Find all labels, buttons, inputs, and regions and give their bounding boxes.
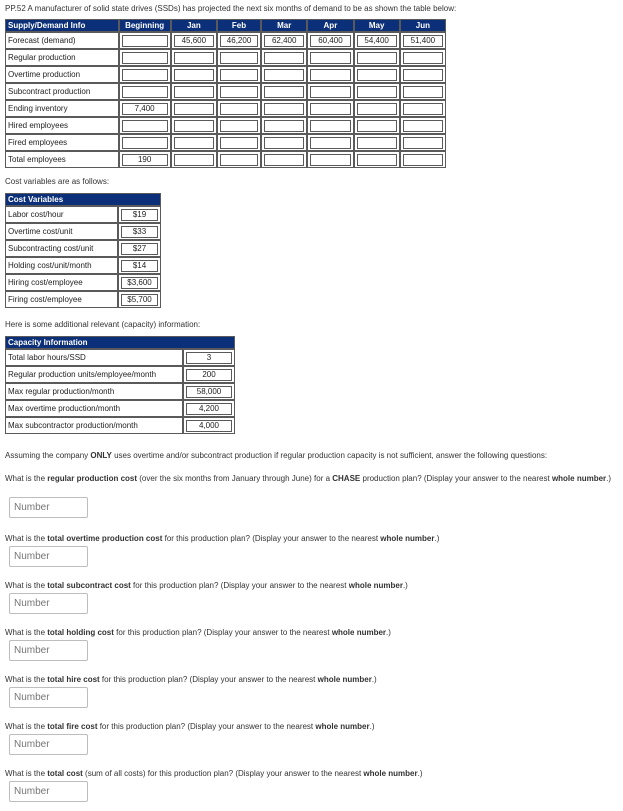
capacity-header: Capacity Information bbox=[5, 336, 235, 349]
table-cell[interactable] bbox=[220, 137, 258, 149]
table-cell[interactable] bbox=[122, 86, 168, 98]
table-cell: 45,600 bbox=[174, 35, 214, 47]
table-cell[interactable] bbox=[357, 120, 397, 132]
supply-header-row bbox=[5, 19, 446, 32]
assumption-text: Assuming the company ONLY uses overtime and/or subcontract production if regular production capacity is not sufficient, answer the following questions: bbox=[5, 451, 548, 460]
table-cell[interactable] bbox=[264, 154, 304, 166]
table-cell[interactable] bbox=[264, 69, 304, 81]
row-label: Subcontracting cost/unit bbox=[5, 240, 118, 257]
question-text: What is the regular production cost (over the six months from January through June) for a CHASE production plan? (Display your answer to the nearest whole number.) bbox=[5, 474, 612, 483]
question-text: What is the total subcontract cost for this production plan? (Display your answer to the nearest whole number.) bbox=[5, 581, 408, 590]
table-row bbox=[5, 151, 446, 168]
cost-intro: Cost variables are as follows: bbox=[5, 177, 110, 186]
table-cell[interactable] bbox=[220, 120, 258, 132]
table-row bbox=[5, 66, 446, 83]
table-cell[interactable] bbox=[174, 52, 214, 64]
row-label: Subcontract production bbox=[5, 83, 119, 100]
question-text: What is the total overtime production cost for this production plan? (Display your answer to the nearest whole number.) bbox=[5, 534, 440, 543]
table-cell[interactable] bbox=[403, 120, 443, 132]
table-cell[interactable] bbox=[310, 86, 350, 98]
table-row bbox=[5, 83, 446, 100]
table-cell[interactable] bbox=[174, 120, 214, 132]
row-label: Hired employees bbox=[5, 117, 119, 134]
table-cell: 190 bbox=[122, 154, 168, 166]
question-text: What is the total cost (sum of all costs) for this production plan? (Display your answer to the nearest whole number.) bbox=[5, 769, 423, 778]
supply-demand-table bbox=[5, 19, 446, 168]
table-row bbox=[5, 100, 446, 117]
table-cell[interactable] bbox=[357, 154, 397, 166]
row-label: Regular production bbox=[5, 49, 119, 66]
table-cell[interactable] bbox=[174, 69, 214, 81]
table-cell[interactable] bbox=[220, 103, 258, 115]
row-label: Overtime production bbox=[5, 66, 119, 83]
col-header: Mar bbox=[261, 19, 307, 32]
row-label: Max subcontractor production/month bbox=[5, 417, 183, 434]
col-header: Apr bbox=[307, 19, 353, 32]
value-cell: 3 bbox=[186, 352, 232, 364]
table-row bbox=[5, 349, 235, 366]
table-row bbox=[5, 134, 446, 151]
answer-input[interactable] bbox=[9, 734, 88, 755]
table-cell[interactable] bbox=[174, 103, 214, 115]
row-label: Max overtime production/month bbox=[5, 400, 183, 417]
table-row bbox=[5, 32, 446, 49]
table-cell[interactable] bbox=[403, 137, 443, 149]
answer-input[interactable] bbox=[9, 781, 88, 802]
table-cell[interactable] bbox=[264, 52, 304, 64]
answer-input[interactable] bbox=[9, 687, 88, 708]
table-cell[interactable] bbox=[122, 137, 168, 149]
col-header: May bbox=[354, 19, 400, 32]
cost-header: Cost Variables bbox=[5, 193, 161, 206]
table-cell[interactable] bbox=[357, 86, 397, 98]
table-cell[interactable] bbox=[403, 69, 443, 81]
table-cell: 54,400 bbox=[357, 35, 397, 47]
value-cell: $5,700 bbox=[121, 294, 158, 306]
table-row bbox=[5, 400, 235, 417]
question-text: What is the total hire cost for this production plan? (Display your answer to the nearest whole number.) bbox=[5, 675, 377, 684]
value-cell: $3,600 bbox=[121, 277, 158, 289]
answer-input[interactable] bbox=[9, 497, 88, 518]
table-row bbox=[5, 383, 235, 400]
row-label: Holding cost/unit/month bbox=[5, 257, 118, 274]
table-cell: 62,400 bbox=[264, 35, 304, 47]
table-cell[interactable] bbox=[264, 137, 304, 149]
table-cell[interactable] bbox=[310, 69, 350, 81]
row-label: Firing cost/employee bbox=[5, 291, 118, 308]
table-cell[interactable] bbox=[220, 154, 258, 166]
table-row bbox=[5, 291, 161, 308]
table-cell[interactable] bbox=[310, 52, 350, 64]
table-cell: 60,400 bbox=[310, 35, 350, 47]
table-cell[interactable] bbox=[264, 120, 304, 132]
table-cell[interactable] bbox=[174, 137, 214, 149]
table-cell: 7,400 bbox=[122, 103, 168, 115]
table-cell[interactable] bbox=[264, 103, 304, 115]
row-label: Forecast (demand) bbox=[5, 32, 119, 49]
table-cell[interactable] bbox=[122, 35, 168, 47]
value-cell: 4,200 bbox=[186, 403, 232, 415]
table-cell[interactable] bbox=[174, 86, 214, 98]
table-cell[interactable] bbox=[220, 86, 258, 98]
table-row bbox=[5, 257, 161, 274]
table-cell[interactable] bbox=[310, 137, 350, 149]
col-header: Jan bbox=[171, 19, 217, 32]
table-cell[interactable] bbox=[403, 52, 443, 64]
table-cell: 51,400 bbox=[403, 35, 443, 47]
question-text: What is the total holding cost for this production plan? (Display your answer to the nearest whole number.) bbox=[5, 628, 391, 637]
capacity-table bbox=[5, 336, 235, 434]
table-cell[interactable] bbox=[310, 154, 350, 166]
row-label: Fired employees bbox=[5, 134, 119, 151]
problem-intro: PP.52 A manufacturer of solid state drives (SSDs) has projected the next six months of demand to be as shown the table below: bbox=[5, 4, 457, 13]
value-cell: $27 bbox=[121, 243, 158, 255]
table-cell[interactable] bbox=[357, 69, 397, 81]
value-cell: 4,000 bbox=[186, 420, 232, 432]
table-cell[interactable] bbox=[264, 86, 304, 98]
capacity-intro: Here is some additional relevant (capacity) information: bbox=[5, 320, 201, 329]
row-label: Ending inventory bbox=[5, 100, 119, 117]
row-label: Overtime cost/unit bbox=[5, 223, 118, 240]
row-label: Total employees bbox=[5, 151, 119, 168]
table-cell[interactable] bbox=[122, 52, 168, 64]
table-row bbox=[5, 206, 161, 223]
value-cell: $19 bbox=[121, 209, 158, 221]
value-cell: 200 bbox=[186, 369, 232, 381]
table-cell[interactable] bbox=[403, 86, 443, 98]
table-cell[interactable] bbox=[310, 120, 350, 132]
table-row bbox=[5, 417, 235, 434]
table-cell[interactable] bbox=[357, 52, 397, 64]
col-header: Jun bbox=[400, 19, 446, 32]
table-row bbox=[5, 366, 235, 383]
value-cell: 58,000 bbox=[186, 386, 232, 398]
table-cell[interactable] bbox=[122, 120, 168, 132]
table-cell: 46,200 bbox=[220, 35, 258, 47]
table-row bbox=[5, 274, 161, 291]
table-cell[interactable] bbox=[403, 103, 443, 115]
answer-input[interactable] bbox=[9, 593, 88, 614]
answer-input[interactable] bbox=[9, 640, 88, 661]
col-header: Supply/Demand Info bbox=[5, 19, 119, 32]
table-cell[interactable] bbox=[174, 154, 214, 166]
table-row bbox=[5, 240, 161, 257]
table-row bbox=[5, 49, 446, 66]
cost-variables-table bbox=[5, 193, 161, 308]
col-header: Beginning bbox=[119, 19, 171, 32]
table-row bbox=[5, 223, 161, 240]
value-cell: $33 bbox=[121, 226, 158, 238]
row-label: Total labor hours/SSD bbox=[5, 349, 183, 366]
table-cell[interactable] bbox=[310, 103, 350, 115]
table-cell[interactable] bbox=[220, 69, 258, 81]
row-label: Labor cost/hour bbox=[5, 206, 118, 223]
row-label: Max regular production/month bbox=[5, 383, 183, 400]
answer-input[interactable] bbox=[9, 546, 88, 567]
table-cell[interactable] bbox=[357, 103, 397, 115]
col-header: Feb bbox=[217, 19, 261, 32]
table-cell[interactable] bbox=[403, 154, 443, 166]
row-label: Hiring cost/employee bbox=[5, 274, 118, 291]
value-cell: $14 bbox=[121, 260, 158, 272]
question-text: What is the total fire cost for this production plan? (Display your answer to the nearest whole number.) bbox=[5, 722, 375, 731]
table-cell[interactable] bbox=[357, 137, 397, 149]
table-cell[interactable] bbox=[122, 69, 168, 81]
table-cell[interactable] bbox=[220, 52, 258, 64]
row-label: Regular production units/employee/month bbox=[5, 366, 183, 383]
table-row bbox=[5, 117, 446, 134]
